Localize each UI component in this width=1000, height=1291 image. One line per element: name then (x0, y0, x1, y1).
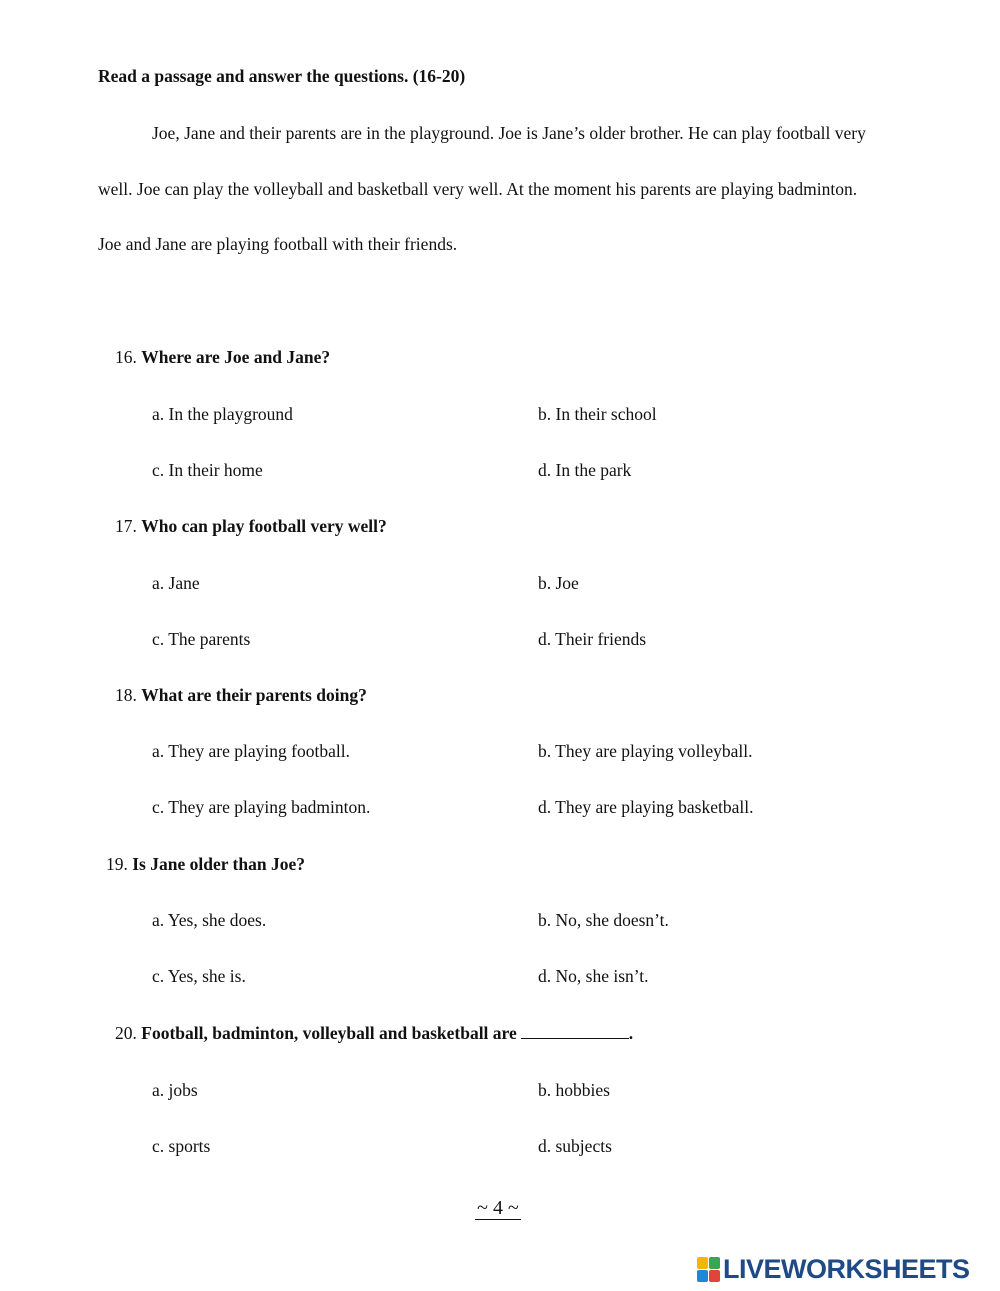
answer-blank[interactable] (521, 1024, 629, 1039)
q16-option-a[interactable]: a. In the playground (152, 404, 293, 424)
q20-option-b[interactable]: b. hobbies (538, 1080, 610, 1100)
question-16 (115, 347, 330, 368)
question-number: 16. (115, 347, 137, 367)
q20-option-d[interactable]: d. subjects (538, 1136, 612, 1156)
question-20 (115, 1023, 633, 1044)
q18-option-a[interactable]: a. They are playing football. (152, 741, 350, 761)
passage-line-3: Joe and Jane are playing football with their friends. (98, 234, 458, 254)
q17-option-d[interactable]: d. Their friends (538, 629, 647, 649)
q16-option-c[interactable]: c. In their home (152, 460, 263, 480)
question-text: Football, badminton, volleyball and basketball are (141, 1023, 517, 1043)
liveworksheets-logo-icon (697, 1257, 721, 1283)
q20-option-a[interactable]: a. jobs (152, 1080, 198, 1100)
question-18 (115, 685, 367, 706)
passage-line-1: Joe, Jane and their parents are in the playground. Joe is Jane’s older brother. He can play football very (152, 123, 866, 143)
q17-option-c[interactable]: c. The parents (152, 629, 251, 649)
question-text: Is Jane older than Joe? (132, 854, 305, 874)
section-heading: Read a passage and answer the questions. (16-20) (98, 66, 466, 86)
q16-option-b[interactable]: b. In their school (538, 404, 657, 424)
passage-line-2: well. Joe can play the volleyball and basketball very well. At the moment his parents are playing badminton. (98, 179, 858, 199)
question-text: Where are Joe and Jane? (141, 347, 331, 367)
q19-option-c[interactable]: c. Yes, she is. (152, 966, 246, 986)
question-number: 19. (106, 854, 128, 874)
q19-option-d[interactable]: d. No, she isn’t. (538, 966, 649, 986)
q20-option-c[interactable]: c. sports (152, 1136, 211, 1156)
question-text-end: . (628, 1023, 634, 1043)
question-number: 18. (115, 685, 137, 705)
q19-option-b[interactable]: b. No, she doesn’t. (538, 910, 669, 930)
page-number-text: ~ 4 ~ (477, 1197, 519, 1219)
liveworksheets-logo[interactable] (697, 1254, 970, 1285)
q17-option-a[interactable]: a. Jane (152, 573, 200, 593)
question-number: 17. (115, 516, 137, 536)
q19-option-a[interactable]: a. Yes, she does. (152, 910, 267, 930)
logo-text: LIVEWORKSHEETS (723, 1254, 970, 1284)
q18-option-b[interactable]: b. They are playing volleyball. (538, 741, 753, 761)
q16-option-d[interactable]: d. In the park (538, 460, 632, 480)
question-number: 20. (115, 1023, 137, 1043)
q18-option-d[interactable]: d. They are playing basketball. (538, 797, 754, 817)
question-text: Who can play football very well? (141, 516, 387, 536)
q17-option-b[interactable]: b. Joe (538, 573, 579, 593)
question-17 (115, 516, 387, 537)
question-text: What are their parents doing? (141, 685, 367, 705)
question-19 (106, 854, 305, 875)
q18-option-c[interactable]: c. They are playing badminton. (152, 797, 371, 817)
page-number (0, 1197, 996, 1220)
